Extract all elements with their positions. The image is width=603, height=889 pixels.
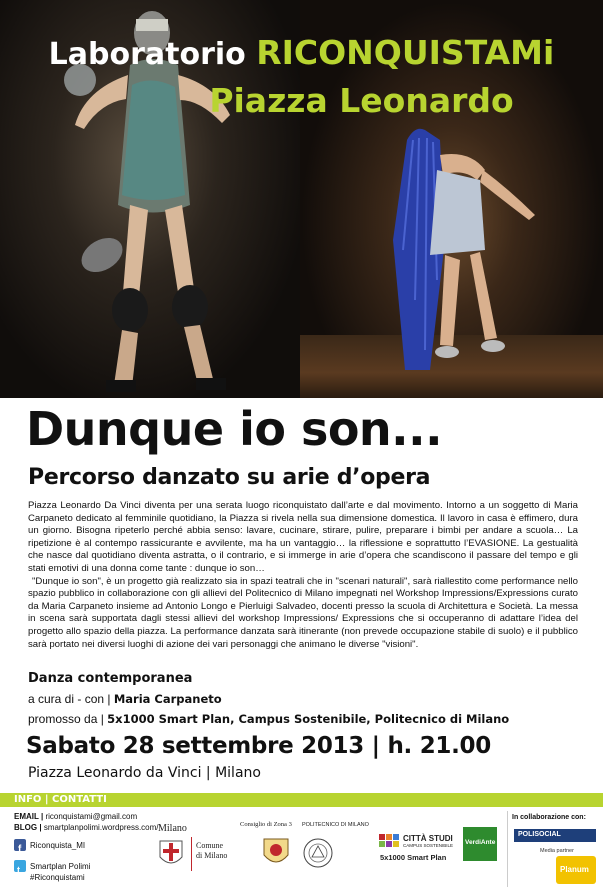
polisocial-text: POLISOCIAL xyxy=(518,831,561,838)
facebook-icon[interactable] xyxy=(14,839,26,854)
politecnico-logo-text: POLITECNICO DI MILANO xyxy=(302,822,369,828)
event-place: Piazza Leonardo da Vinci | Milano xyxy=(28,765,261,781)
facebook-handle[interactable]: Riconquista_MI xyxy=(30,841,86,850)
event-title: Dunque io son... xyxy=(26,402,443,456)
svg-text:t: t xyxy=(17,865,20,875)
hero-title-line1 xyxy=(0,33,603,72)
collab-label: In collaborazione con: xyxy=(512,814,586,821)
planum-text: Planum xyxy=(560,865,589,874)
contact-blog[interactable] xyxy=(14,823,159,832)
info-contact-label: INFO | CONTATTI xyxy=(14,794,107,805)
milano-logo-divider xyxy=(191,837,192,871)
comune-text-1: Comune xyxy=(196,841,224,850)
credit-promoted-label: promosso da | xyxy=(28,712,104,726)
blog-value[interactable]: smartplanpolimi.wordpress.com/ xyxy=(43,823,159,832)
credit-promoted-by xyxy=(28,712,509,726)
info-contact-bar xyxy=(0,793,603,807)
twitter-handle[interactable]: Smartplan Polimi xyxy=(30,862,91,871)
verdiante-text: VerdiAnte xyxy=(465,839,496,846)
milano-logo-text: Milano xyxy=(158,823,187,834)
verdiante-logo xyxy=(463,827,497,861)
svg-text:f: f xyxy=(18,844,22,854)
email-value[interactable]: riconquistami@gmail.com xyxy=(45,812,138,821)
polisocial-logo xyxy=(514,829,596,842)
citta-studi-icon xyxy=(379,834,401,850)
hero-title-line2: Piazza Leonardo xyxy=(209,81,514,120)
comune-text-2: di Milano xyxy=(196,851,228,860)
dancer-right-figure xyxy=(385,120,545,390)
hero-title-prefix: Laboratorio xyxy=(48,37,246,72)
description-paragraph-1: Piazza Leonardo Da Vinci diventa per una serata luogo riconquistato dall’arte e dal movimento. Intorno a un soggetto di Maria Carpaneto dedicato al femminile quotidiano, la Piazza si rivela nella sua dimensione domestica. Il lavoro in casa è effimero, dura un giorno. Bisogna ripeterlo perché abbia senso: lavare, cucinare, stirare, pulire, preparare i bimbi per andare a scuola… La ripetizione è al contempo rassicurante e avvilente, ma ha un vantaggio… la riflessione e soprattutto l’EVASIONE. La gestualità che nasce dal quotidiano diventa astratta, o il contrario, e si immerge in arie d’opera che scandiscono il passare del tempo e gli stati emotivi di una donna come tante : dunque io son… xyxy=(28,500,578,574)
politecnico-seal-icon xyxy=(302,837,334,869)
citta-studi-text: CITTÀ STUDI xyxy=(403,834,453,843)
smartplan-text: 5x1000 Smart Plan xyxy=(380,853,447,862)
event-description xyxy=(28,500,578,651)
media-partner-label: Media partner xyxy=(540,848,574,854)
event-genre: Danza contemporanea xyxy=(28,671,193,686)
credit-curated-value: Maria Carpaneto xyxy=(113,692,222,706)
description-paragraph-2: "Dunque io son", è un progetto già realizzato sia in spazi teatrali che in "scenari naturali", sarà riallestito come performance nello spazio pubblico in collaborazione con gli allievi del Politecnico di Milano impegnati nel Workshop Impressions/Expressions curato da Maria Carpaneto insieme ad Antonio Longo e Pierluigi Salvadeo, docenti presso la scuola di Architettura e Società. La messa in scena sarà supportata dagli stessi allievi del workshop Impressions/ Expressions che si occuperanno di adattare l’idea del progetto allo spazio della piazza. La performance danzata sarà itinerante (non prevede occupazione stabile di suolo) e il pubblico sarà portato nei diversi luoghi di azione dei vari personaggi che animano le diverse "visioni". xyxy=(28,575,578,650)
partners-divider xyxy=(507,811,508,887)
zona-logo-text: Consiglio di Zona 3 xyxy=(240,821,292,828)
email-label: EMAIL | xyxy=(14,812,44,821)
planum-logo xyxy=(556,856,596,884)
hero-photo xyxy=(0,0,603,398)
blog-label: BLOG | xyxy=(14,823,42,832)
hero-title-accent: RICONQUISTAMi xyxy=(256,33,555,72)
credit-curated-label: a cura di - con | xyxy=(28,692,111,706)
credit-promoted-value: 5x1000 Smart Plan, Campus Sostenibile, Politecnico di Milano xyxy=(107,712,510,726)
milano-shield-icon xyxy=(158,839,184,869)
zona-crest-icon xyxy=(262,837,290,869)
event-subtitle: Percorso danzato su arie d’opera xyxy=(28,465,431,490)
contact-email[interactable] xyxy=(14,812,137,821)
credit-curated-by xyxy=(28,692,222,706)
event-date: Sabato 28 settembre 2013 | h. 21.00 xyxy=(26,733,491,759)
hashtag: #Riconquistami xyxy=(30,873,85,882)
twitter-icon[interactable] xyxy=(14,860,26,875)
campus-text: CAMPUS SOSTENIBILE xyxy=(403,843,454,848)
